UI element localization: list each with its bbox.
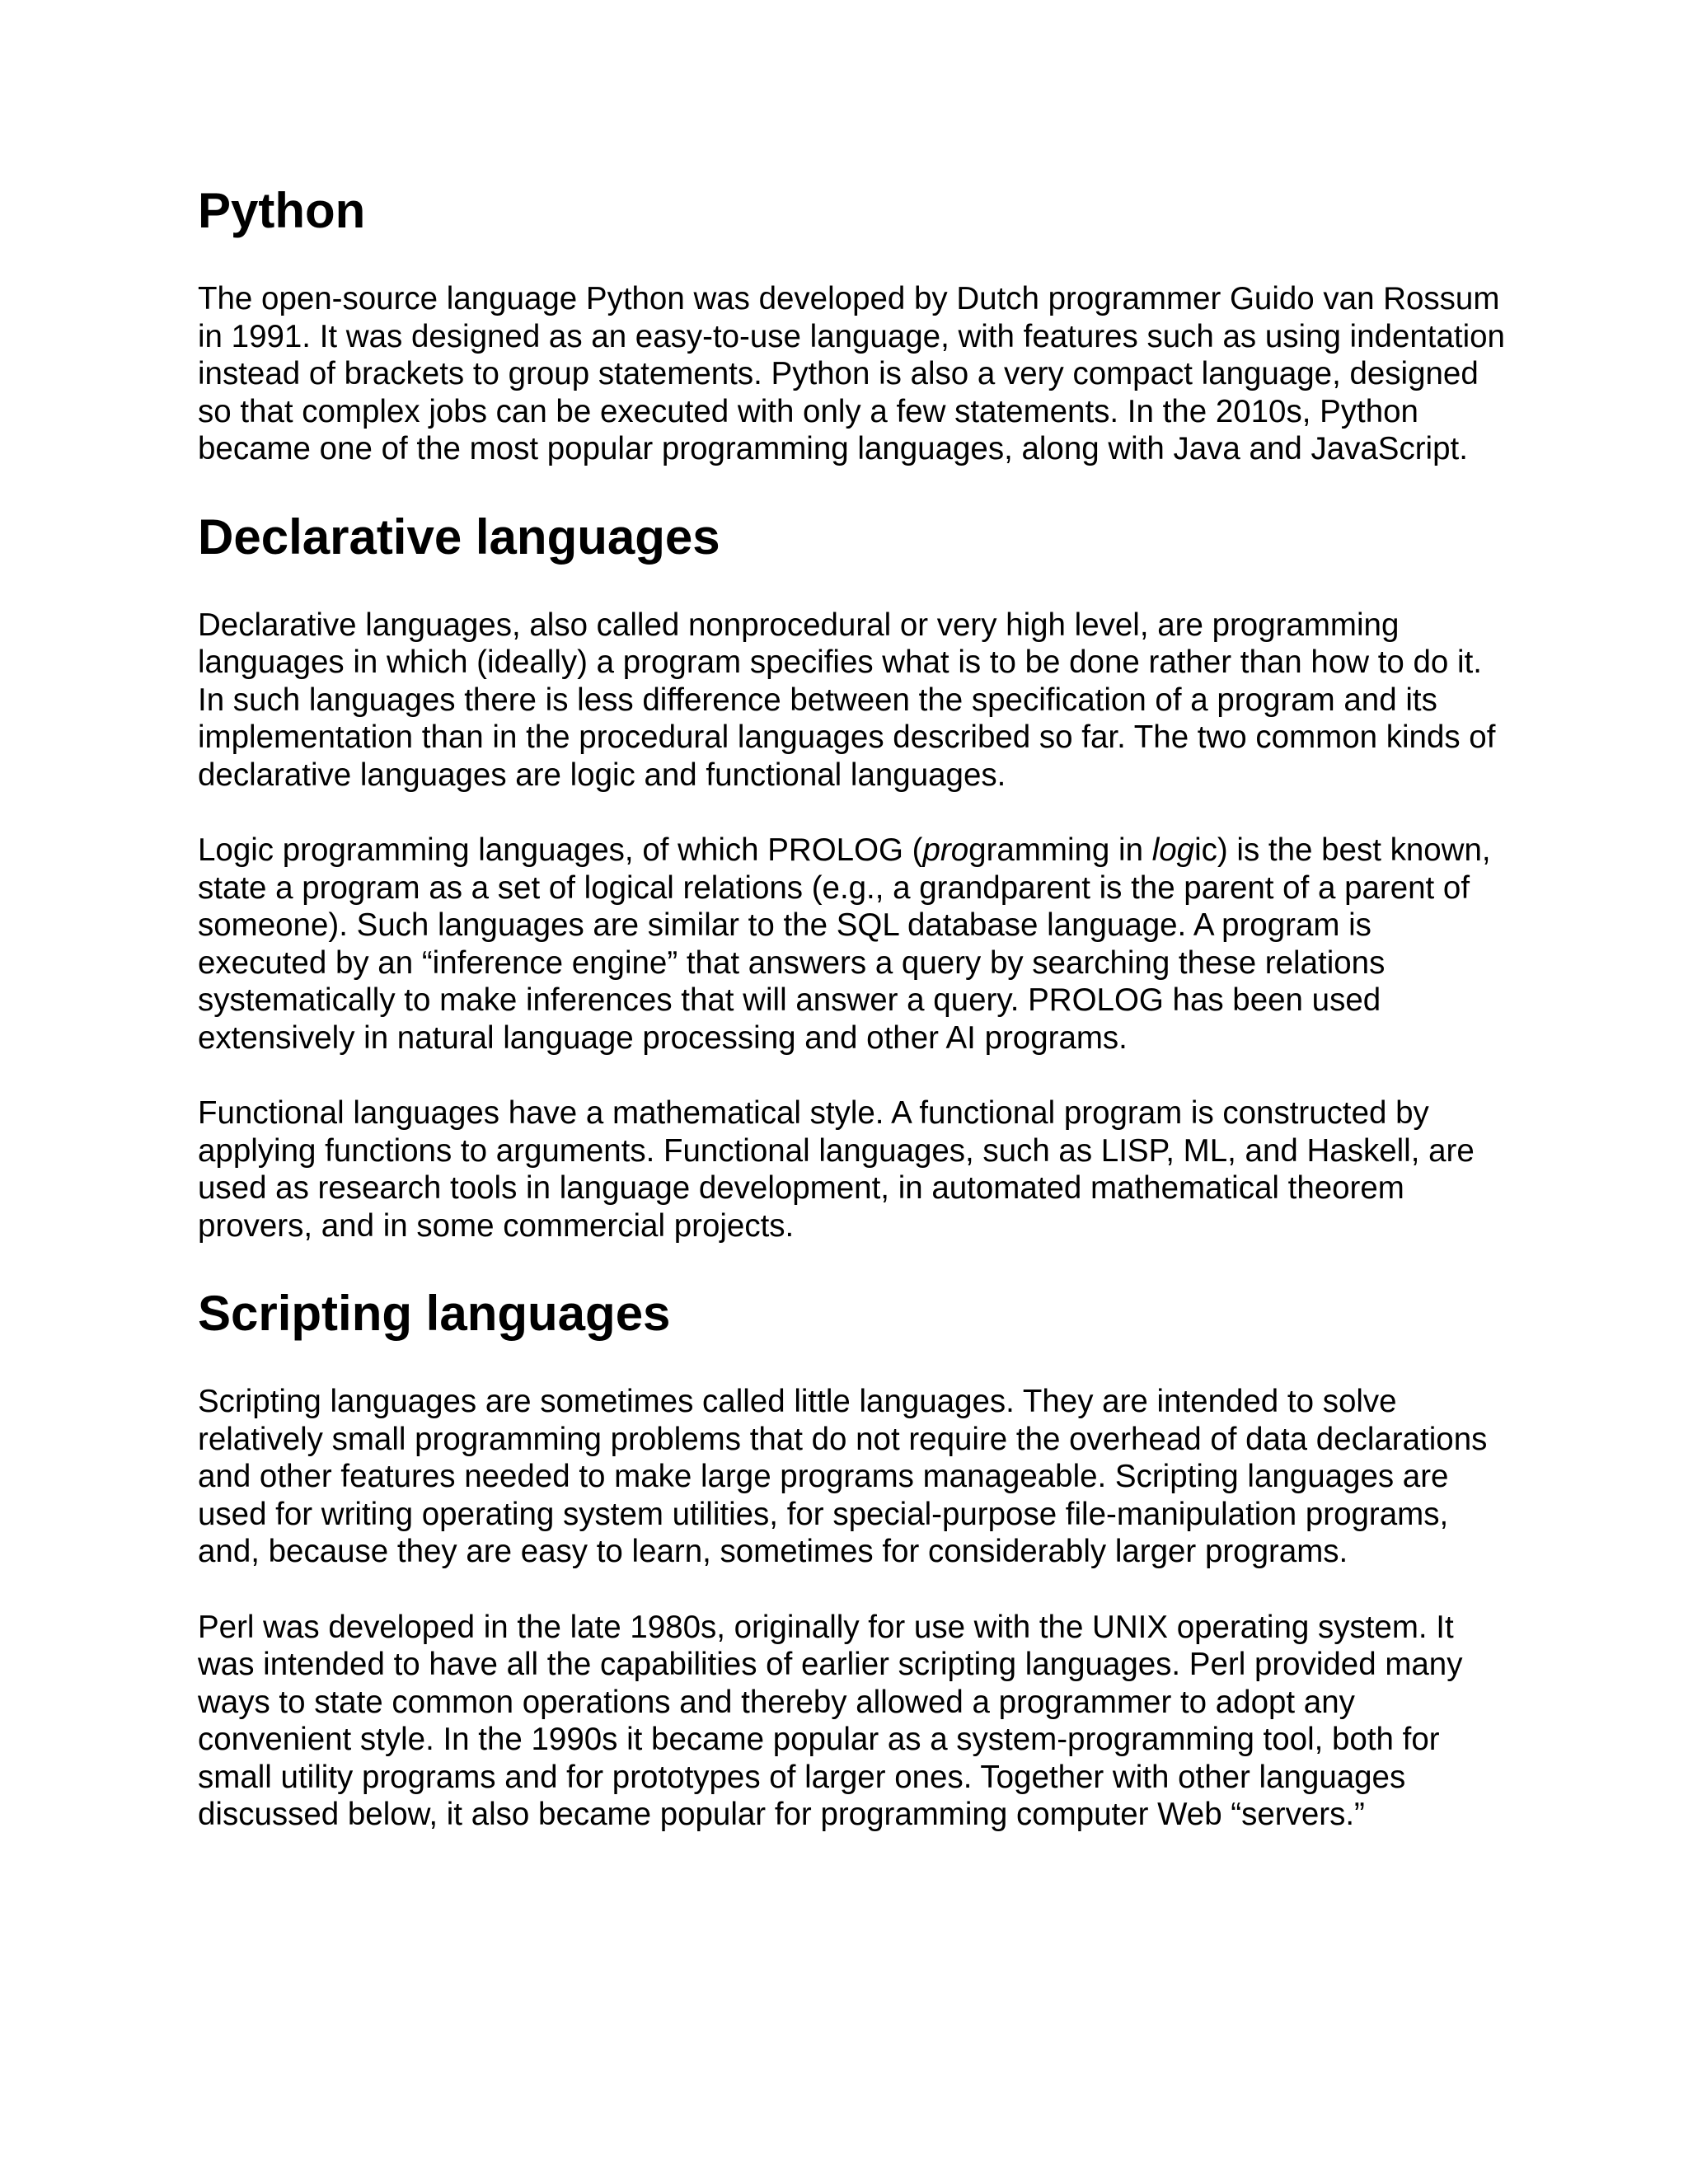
paragraph-declarative-intro: Declarative languages, also called nonprocedural or very high level, are programming languages in which (ideally) a program specifies what is to be done rather than how to do it. In such languages there is less difference between the specification of a program and its implementation than in the procedural languages described so far. The two common kinds of declarative languages are logic and functional languages. [198, 607, 1496, 793]
section-scripting-languages [198, 1284, 1508, 1834]
logic-emphasis-log: log [1151, 832, 1195, 868]
logic-emphasis-pro: pro [922, 832, 969, 868]
paragraph-logic-programming [198, 832, 1508, 1057]
logic-text-before: Logic programming languages, of which PROLOG ( [198, 832, 923, 868]
section-declarative-languages [198, 508, 1508, 1245]
paragraph-python-intro: The open-source language Python was developed by Dutch programmer Guido van Rossum in 1991. It was designed as an easy-to-use language, with features such as using indentation instead of brackets to group statements. Python is also a very compact language, designed so that complex jobs can be executed with only a few statements. In the 2010s, Python became one of the most popular programming languages, along with Java and JavaScript. [198, 281, 1505, 466]
logic-text-mid: gramming in [968, 832, 1152, 868]
section-python [198, 181, 1508, 468]
section-heading-scripting: Scripting languages [198, 1286, 671, 1341]
section-heading-python: Python [198, 183, 366, 238]
paragraph-scripting-intro: Scripting languages are sometimes called little languages. They are intended to solve relatively small programming problems that do not require the overhead of data declarations and other features needed to make large programs manageable. Scripting languages are used for writing operating system utilities, for special-purpose file-manipulation programs, and, because they are easy to learn, sometimes for considerably larger programs. [198, 1384, 1488, 1569]
paragraph-functional-languages: Functional languages have a mathematical style. A functional program is constructed by applying functions to arguments. Functional languages, such as LISP, ML, and Haskell, are used as research tools in language development, in automated mathematical theorem provers, and in some commercial projects. [198, 1095, 1475, 1244]
paragraph-perl: Perl was developed in the late 1980s, originally for use with the UNIX operating system. It was intended to have all the capabilities of earlier scripting languages. Perl provided many ways to state common operations and thereby allowed a programmer to adopt any convenient style. In the 1990s it became popular as a system-programming tool, both for small utility programs and for prototypes of larger ones. Together with other languages discussed below, it also became popular for programming computer Web “servers.” [198, 1609, 1463, 1832]
document-body [198, 181, 1508, 1834]
logic-text-after: ic) is the best known, state a program as a set of logical relations (e.g., a grandparent is the parent of a parent of someone). Such languages are similar to the SQL database language. A program is executed by an “inference engine” that answers a query by searching these relations systematically to make inferences that will answer a query. PROLOG has been used extensively in natural language processing and other AI programs. [198, 832, 1491, 1056]
section-heading-declarative: Declarative languages [198, 509, 720, 565]
